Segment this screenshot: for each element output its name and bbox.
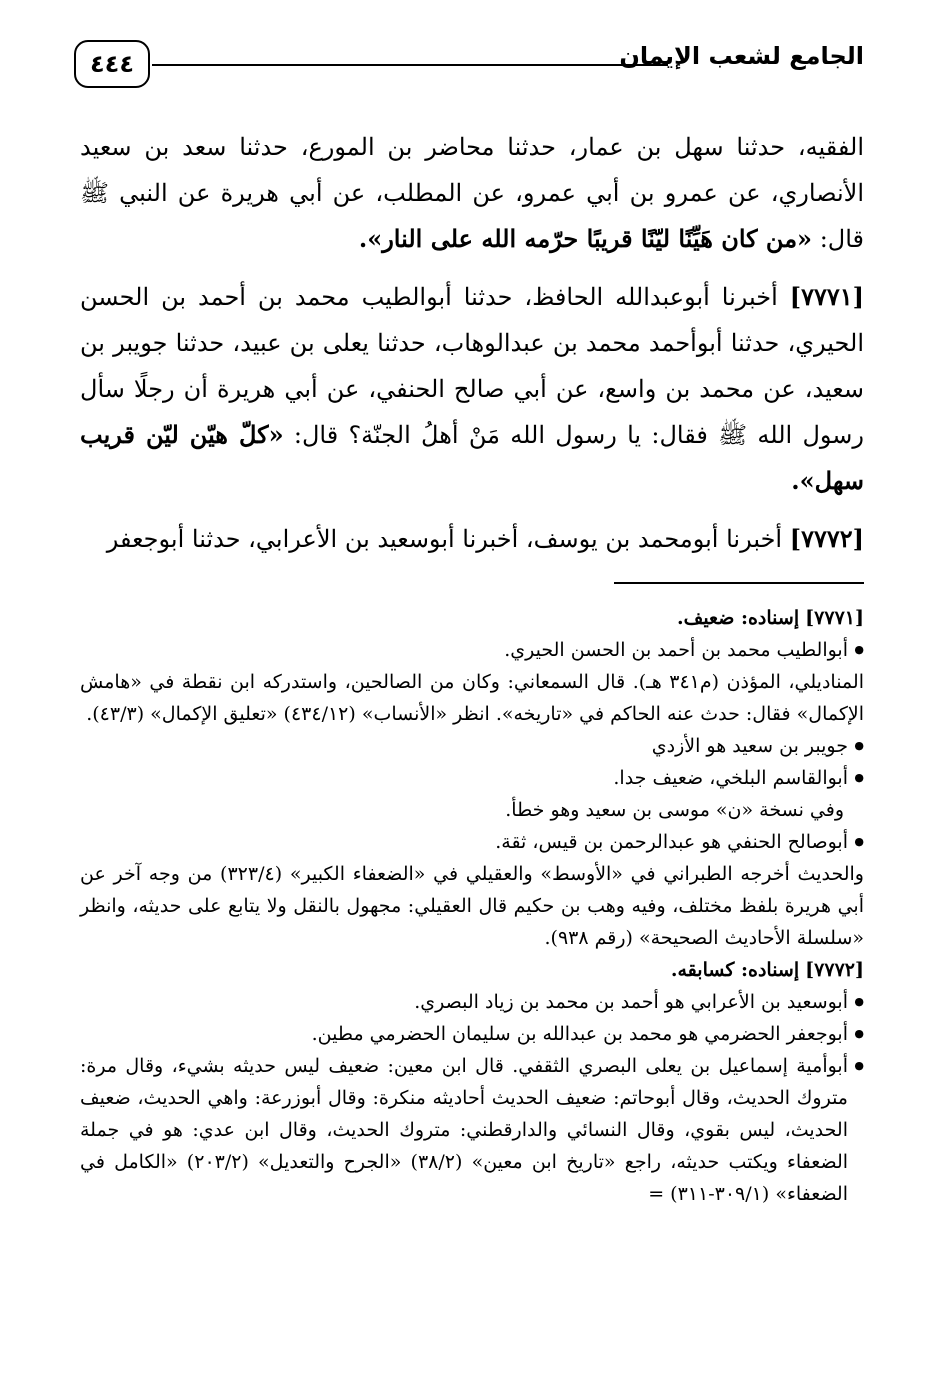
hadith-number-7771: [٧٧٧١] xyxy=(789,282,864,311)
note-7771-heading xyxy=(80,602,864,634)
page xyxy=(80,40,864,1300)
note-7771-list-3 xyxy=(80,826,864,858)
book-title: الجامع لشعب الإيمان xyxy=(619,42,864,70)
footnote-separator xyxy=(614,582,864,584)
paragraph-1 xyxy=(80,124,864,262)
note-7772-head: إسناده: كسابقه. xyxy=(670,959,800,981)
header-rule xyxy=(152,64,668,66)
paragraph-3 xyxy=(80,516,864,562)
main-text xyxy=(80,124,864,562)
list-item: ● أبوسعيد بن الأعرابي هو أحمد بن محمد بن زياد البصري. xyxy=(80,986,864,1018)
note-7771-list xyxy=(80,634,864,666)
list-item: ● أبوالقاسم البلخي، ضعيف جدا. xyxy=(80,762,864,794)
list-item: ● أبوالطيب محمد بن أحمد بن الحسن الحيري. xyxy=(80,634,864,666)
page-number: ٤٤٤ xyxy=(74,40,150,88)
note-7771-list-2 xyxy=(80,730,864,794)
list-item: ● أبوجعفر الحضرمي هو محمد بن عبدالله بن سليمان الحضرمي مطين. xyxy=(80,1018,864,1050)
hadith-quote-1: «من كان هَيِّنًا ليّنًا قريبًا حرّمه الله على النار». xyxy=(358,224,813,253)
page-header xyxy=(80,40,864,104)
footnotes xyxy=(80,602,864,1210)
paragraph-3-text: أخبرنا أبومحمد بن يوسف، أخبرنا أبوسعيد بن الأعرابي، حدثنا أبوجعفر xyxy=(106,525,783,553)
paragraph-2-text: أخبرنا أبوعبدالله الحافظ، حدثنا أبوالطيب محمد بن أحمد بن الحسن الحيري، حدثنا أبوأحمد محمد بن عبدالوهاب، حدثنا يعلى بن عبيد، حدثنا جويبر بن سعيد، عن محمد بن واسع، عن أبي صالح الحنفي، عن أبي هريرة أن رجلًا سأل رسول الله ﷺ فقال: يا رسول الله مَنْ أهلُ الجنّة؟ قال: xyxy=(80,283,864,449)
note-7772-heading xyxy=(80,954,864,986)
hadith-number-7772: [٧٧٧٢] xyxy=(789,524,864,553)
note-7772-list xyxy=(80,986,864,1210)
note-detail: وفي نسخة «ن» موسى بن سعيد وهو خطأ. xyxy=(505,799,844,821)
note-7771-ref: [٧٧٧١] xyxy=(805,607,864,629)
note-7772-ref: [٧٧٧٢] xyxy=(805,959,864,981)
paragraph-1-text: الفقيه، حدثنا سهل بن عمار، حدثنا محاضر بن المورع، حدثنا سعد بن سعيد الأنصاري، عن عمرو بن أبي عمرو، عن المطلب، عن أبي هريرة عن النبي ﷺ قال: xyxy=(80,133,864,253)
paragraph-2 xyxy=(80,274,864,504)
hadith-quote-2: «كلّ هيّن ليّن قريب سهل». xyxy=(80,420,864,495)
list-item: ● أبوصالح الحنفي هو عبدالرحمن بن قيس، ثقة. xyxy=(80,826,864,858)
list-item: ● جويبر بن سعيد هو الأزدي xyxy=(80,730,864,762)
note-7771-head: إسناده: ضعيف. xyxy=(677,607,800,629)
list-item: ● أبوأمية إسماعيل بن يعلى البصري الثقفي. قال ابن معين: ضعيف ليس حديثه بشيء، وقال مرة: متروك الحديث، وقال أبوحاتم: ضعيف الحديث أحاديثه منكرة: وقال أبوزرعة: واهي الحديث، ضعيف الحديث، ليس بقوي، وقال النسائي والدارقطني: متروك الحديث، وقال ابن عدي: هو في جملة الضعفاء ويكتب حديثه، راجع «تاريخ ابن معين» (٣٨/٢) «الجرح والتعديل» (٢٠٣/٢) «الكامل في الضعفاء» (٣٠٩/١-٣١١) = xyxy=(80,1050,864,1210)
note-detail: المناديلي، المؤذن (م٣٤١ هـ). قال السمعاني: وكان من الصالحين، واستدركه ابن نقطة في «هامش الإكمال» فقال: حدث عنه الحاكم في «تاريخه». انظر «الأنساب» (٤٣٤/١٢) «تعليق الإكمال» (٤٣/٣). xyxy=(80,671,864,725)
note-7771-tail: والحديث أخرجه الطبراني في «الأوسط» والعقيلي في «الضعفاء الكبير» (٣٢٣/٤) من وجه آخر عن أبي هريرة بلفظ مختلف، وفيه وهب بن حكيم قال العقيلي: مجهول بالنقل ولا يتابع على حديثه، وانظر «سلسلة الأحاديث الصحيحة» (رقم ٩٣٨). xyxy=(80,863,864,949)
